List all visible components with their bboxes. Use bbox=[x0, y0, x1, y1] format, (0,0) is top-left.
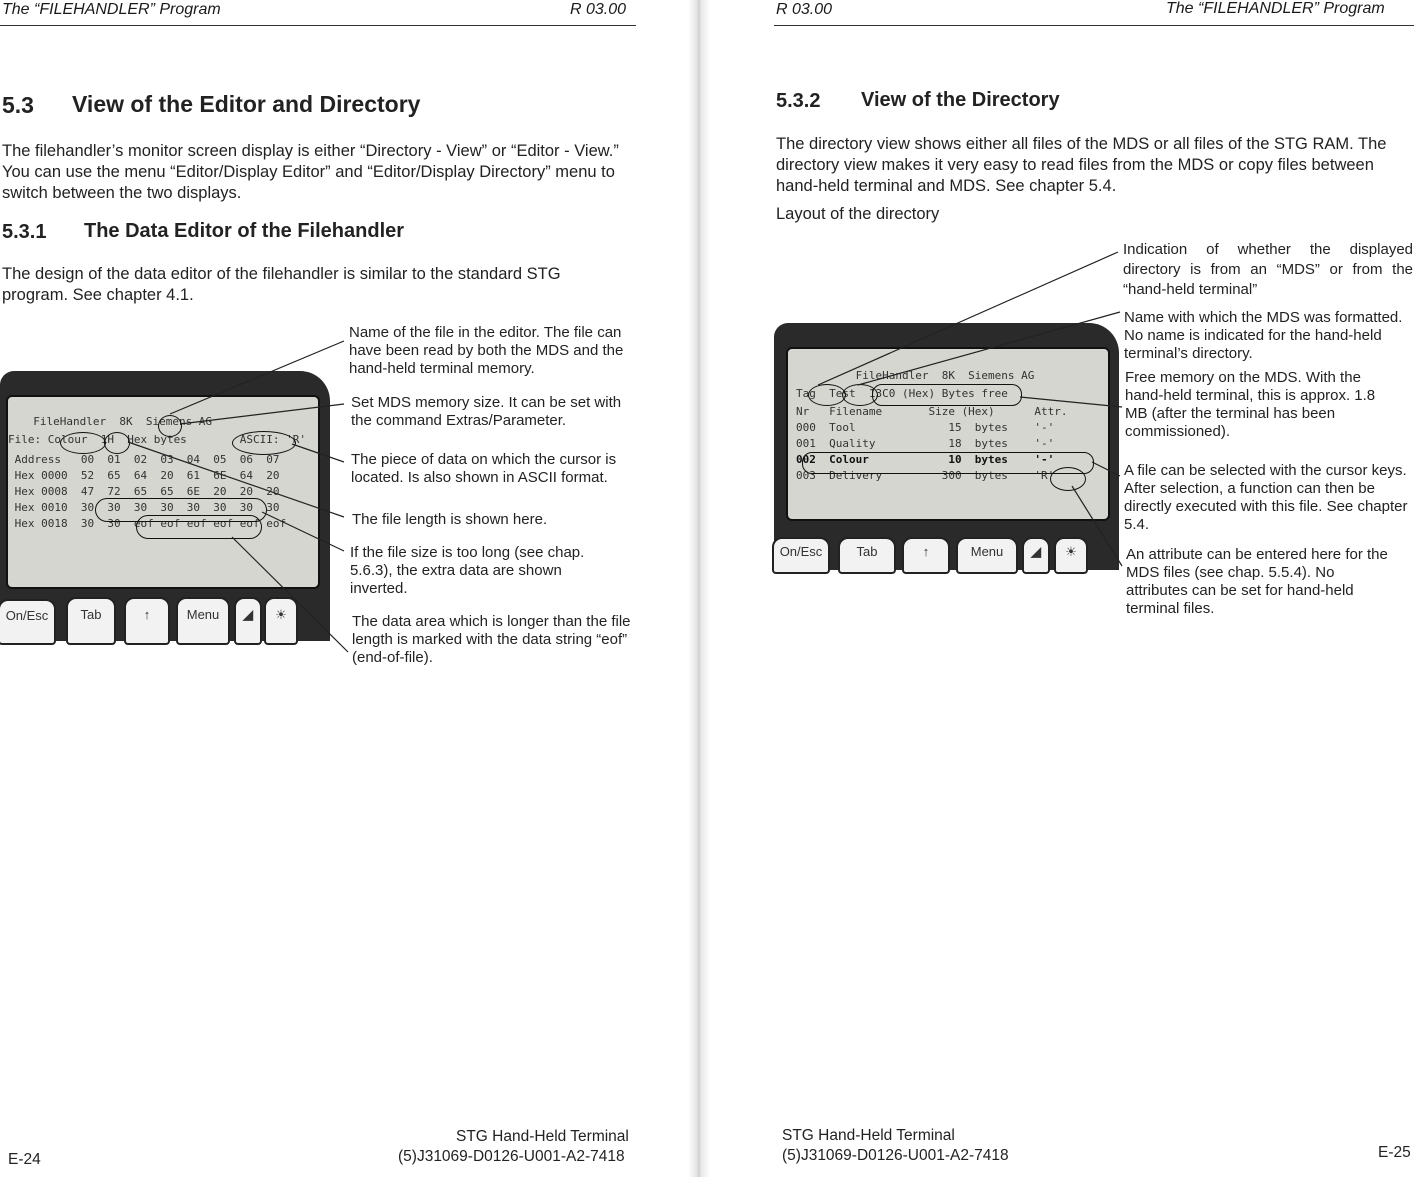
ring-eof bbox=[136, 515, 262, 539]
callout-memory-size: Set MDS memory size. It can be set with the command Extras/Parameter. bbox=[351, 394, 622, 429]
contrast-key[interactable]: ◢ bbox=[234, 597, 262, 645]
dir-tab-key[interactable]: Tab bbox=[838, 537, 896, 574]
screen-line-3: Address 00 01 02 03 04 05 06 07 bbox=[8, 453, 280, 466]
dir-screen-line-6: 002 Colour 10 bytes '-' bbox=[796, 453, 1055, 466]
right-header-title: The “FILEHANDLER” Program bbox=[1166, 0, 1385, 17]
callout-file-length: The file length is shown here. bbox=[352, 511, 548, 528]
callout-attribute: An attribute can be entered here for the MDS files (see chap. 5.5.4). No attributes can be set for hand-held terminal files. bbox=[1126, 546, 1388, 617]
screen-line-5: Hex 0008 47 72 65 65 6E 20 20 20 bbox=[8, 485, 280, 498]
dir-screen-line-3: Nr Filename Size (Hex) Attr. bbox=[796, 405, 1068, 418]
subsection-title: The Data Editor of the Filehandler bbox=[84, 220, 405, 242]
right-page bbox=[710, 0, 1415, 1177]
section-text: The filehandler’s monitor screen display is either “Directory - View” or “Editor - View.” You can use the menu “Editor/Display Editor” and “Editor/Display Directory” menu to switch between the two displays. bbox=[2, 142, 619, 202]
screen-line-2: File: Colour 1H Hex bytes ASCII: 'R' bbox=[8, 433, 307, 446]
directory-subsection-title: View of the Directory bbox=[861, 89, 1060, 111]
directory-subsection-number: 5.3.2 bbox=[776, 90, 821, 112]
subsection-text: The design of the data editor of the filehandler is similar to the standard STG program. See chapter 4.1. bbox=[2, 265, 561, 304]
on-esc-key[interactable]: On/Esc bbox=[0, 599, 56, 645]
section-title: View of the Editor and Directory bbox=[72, 91, 421, 117]
up-arrow-key[interactable]: ↑ bbox=[124, 597, 170, 645]
left-footer-product: STG Hand-Held Terminal bbox=[456, 1128, 629, 1145]
directory-layout-label: Layout of the directory bbox=[776, 205, 940, 223]
dir-on-esc-key[interactable]: On/Esc bbox=[772, 537, 830, 574]
left-page-number: E-24 bbox=[8, 1151, 41, 1168]
ring-free-memory bbox=[872, 384, 1022, 406]
book-spine bbox=[688, 0, 710, 1177]
ring-cursor-byte bbox=[104, 432, 130, 454]
section-number: 5.3 bbox=[2, 92, 34, 118]
right-header-rule bbox=[774, 25, 1414, 26]
left-header-title: The “FILEHANDLER” Program bbox=[2, 1, 221, 18]
terminal-photo-directory bbox=[774, 323, 1119, 570]
callout-cursor-data: The piece of data on which the cursor is located. Is also shown in ASCII format. bbox=[351, 451, 617, 486]
dir-up-arrow-key[interactable]: ↑ bbox=[902, 537, 950, 574]
right-page-number: E-25 bbox=[1378, 1144, 1411, 1161]
callout-inverted: If the file size is too long (see chap. 5.6.3), the extra data are shown inverted. bbox=[350, 544, 585, 597]
dir-screen-line-4: 000 Tool 15 bytes '-' bbox=[796, 421, 1055, 434]
screen-line-4: Hex 0000 52 65 64 20 61 6E 64 20 bbox=[8, 469, 280, 482]
right-header-revision: R 03.00 bbox=[776, 1, 833, 18]
screen-line-1: FileHandler 8K Siemens AG bbox=[20, 415, 213, 428]
subsection-number: 5.3.1 bbox=[2, 221, 47, 243]
callout-file-selection: A file can be selected with the cursor keys. After selection, a function can then be directly executed with this file. See chapter 5.4. bbox=[1124, 462, 1408, 533]
dir-light-key[interactable]: ☀ bbox=[1054, 537, 1088, 574]
ring-selected-file bbox=[802, 452, 1094, 474]
ring-memory-size bbox=[158, 415, 182, 437]
left-header-rule bbox=[0, 25, 636, 26]
right-footer-docnum: (5)J31069-D0126-U001-A2-7418 bbox=[782, 1147, 1009, 1164]
ring-ascii bbox=[232, 431, 296, 455]
callout-eof: The data area which is longer than the file length is marked with the data string “eof” (end-of-file). bbox=[352, 613, 631, 666]
light-key[interactable]: ☀ bbox=[264, 597, 298, 645]
directory-text: The directory view shows either all files of the MDS or all files of the STG RAM. The directory view makes it very easy to read files from the MDS or copy files between hand-held terminal and MDS. See chapter 5.4. bbox=[776, 135, 1387, 195]
dir-screen-line-1: FileHandler 8K Siemens AG bbox=[796, 369, 1035, 382]
tab-key[interactable]: Tab bbox=[66, 597, 116, 645]
callout-file-name: Name of the file in the editor. The file can have been read by both the MDS and the hand-held terminal memory. bbox=[349, 324, 624, 377]
callout-free-memory: Free memory on the MDS. With the hand-held terminal, this is approx. 1.8 MB (after the terminal has been commissioned). bbox=[1125, 369, 1376, 440]
left-header-revision: R 03.00 bbox=[570, 1, 627, 18]
dir-screen-line-2: Tag Test 13C0 (Hex) Bytes free bbox=[796, 387, 1008, 400]
right-footer-product: STG Hand-Held Terminal bbox=[782, 1127, 955, 1144]
ring-file-name bbox=[60, 432, 106, 454]
screen-line-6: Hex 0010 30 30 30 30 30 30 30 30 bbox=[8, 501, 280, 514]
dir-screen-line-5: 001 Quality 18 bytes '-' bbox=[796, 437, 1055, 450]
menu-key[interactable]: Menu bbox=[176, 597, 230, 645]
callout-mds-name: Name with which the MDS was formatted. No name is indicated for the hand-held terminal’s directory. bbox=[1124, 309, 1403, 362]
ring-attribute bbox=[1050, 467, 1086, 491]
lcd-screen-directory bbox=[786, 347, 1110, 521]
dir-menu-key[interactable]: Menu bbox=[956, 537, 1018, 574]
ring-tag bbox=[808, 384, 846, 406]
left-page bbox=[0, 0, 688, 1177]
dir-screen-line-7: 003 Delivery 300 bytes 'R' bbox=[796, 469, 1055, 482]
dir-contrast-key[interactable]: ◢ bbox=[1022, 537, 1050, 574]
screen-line-7: Hex 0018 30 30 eof eof eof eof eof eof bbox=[8, 517, 287, 530]
left-footer-docnum: (5)J31069-D0126-U001-A2-7418 bbox=[398, 1148, 625, 1165]
callout-directory-source: Indication of whether the displayed directory is from an “MDS” or from the “hand-held terminal” bbox=[1123, 241, 1413, 298]
